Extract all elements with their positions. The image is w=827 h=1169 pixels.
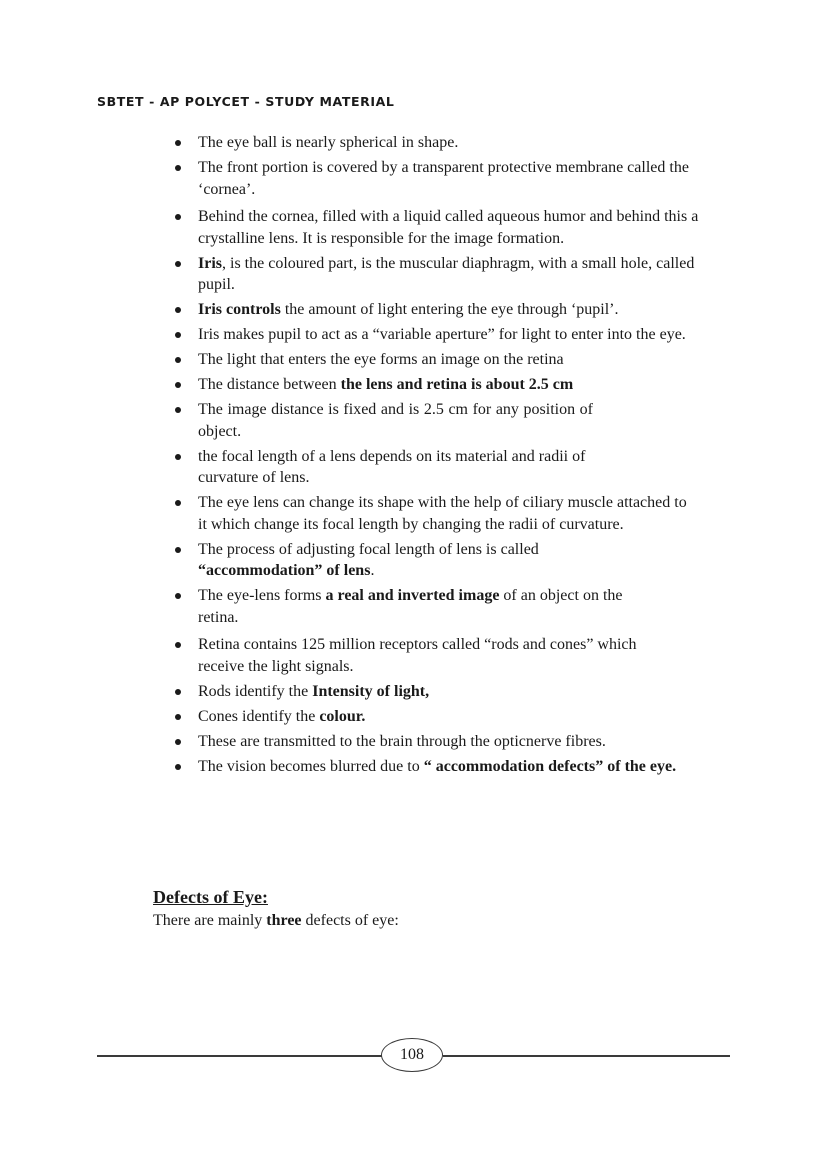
item-text-end: of an object on the retina. <box>198 587 623 626</box>
item-text: the amount of light entering the eye through ‘pupil’. <box>280 301 619 318</box>
item-text: Cones identify the <box>198 707 320 725</box>
list-item <box>174 681 699 703</box>
list-item <box>174 399 593 442</box>
section-intro-text: There are mainly <box>153 912 267 929</box>
item-emphasis: “accommodation” of lens <box>198 562 371 579</box>
item-text: , is the coloured part, is the muscular diaphragm, with a small hole, called pupil. <box>198 254 695 293</box>
list-item <box>174 349 598 371</box>
section-heading: Defects of Eye: <box>153 887 268 907</box>
item-emphasis: “ accommodation defects” of the eye. <box>423 757 677 775</box>
item-emphasis: colour. <box>319 707 366 725</box>
section-intro-emphasis: three <box>266 912 302 929</box>
list-item <box>174 706 699 728</box>
bullet-icon <box>175 261 181 267</box>
item-text: Behind the cornea, filled with a liquid called aqueous humor and behind this a crystalline lens. It is responsible for the image formation. <box>198 208 699 247</box>
list-item <box>174 446 588 489</box>
page-number: 108 <box>381 1038 443 1072</box>
item-text: The front portion is covered by a transparent protective membrane called the ‘cornea’. <box>198 159 689 198</box>
list-item <box>174 132 699 154</box>
bullet-icon <box>175 454 181 460</box>
list-item <box>174 634 648 677</box>
section-intro <box>153 912 399 930</box>
item-text: The light that enters the eye forms an image on the retina <box>198 351 564 368</box>
bullet-icon <box>175 547 181 553</box>
list-item <box>174 492 699 535</box>
list-item <box>174 374 598 396</box>
item-text: the focal length of a lens depends on its material and radii of curvature of lens. <box>198 447 586 486</box>
item-text: Retina contains 125 million receptors called “rods and cones” which receive the light signals. <box>198 636 637 675</box>
item-text: makes pupil to act as a “variable aperture” for light to enter into the eye. <box>219 326 686 343</box>
bullet-icon <box>175 140 181 146</box>
bullet-icon <box>175 357 181 363</box>
list-item <box>174 731 699 753</box>
item-text: The eye lens can change its shape with the help of ciliary muscle attached to it which change its focal length by changing the radii of curvature. <box>198 494 687 533</box>
list-item <box>174 539 593 582</box>
item-text: The distance between <box>198 376 341 393</box>
bullet-icon <box>175 764 181 770</box>
bullet-icon <box>175 642 181 648</box>
item-term: Iris controls <box>198 301 281 318</box>
item-text: The eye-lens forms <box>198 587 326 604</box>
bullet-icon <box>175 500 181 506</box>
bullet-icon <box>175 332 181 338</box>
bullet-icon <box>175 382 181 388</box>
section-intro-text-end: defects of eye: <box>301 912 399 929</box>
item-emphasis: a real and inverted image <box>325 587 500 604</box>
bullet-list <box>174 132 699 781</box>
item-emphasis: Intensity of light, <box>312 682 430 700</box>
bullet-icon <box>175 714 181 720</box>
item-text: Rods identify the <box>198 682 313 700</box>
item-text: The image distance is fixed and is 2.5 cm for any position of object. <box>198 401 593 440</box>
list-item <box>174 206 699 249</box>
item-term: Iris <box>198 254 222 272</box>
list-item <box>174 324 699 346</box>
bullet-icon <box>175 214 181 220</box>
footer-rule-left <box>97 1055 384 1057</box>
list-item <box>174 299 699 321</box>
item-text: These are transmitted to the brain through the opticnerve fibres. <box>198 732 606 750</box>
list-item <box>174 585 648 628</box>
item-text: The vision becomes blurred due to <box>198 757 424 775</box>
list-item <box>174 253 699 296</box>
bullet-icon <box>175 689 181 695</box>
list-item <box>174 756 699 778</box>
item-text: The process of adjusting focal length of lens is called <box>198 540 539 558</box>
item-text: The eye ball is nearly spherical in shape. <box>198 134 459 151</box>
bullet-icon <box>175 165 181 171</box>
bullet-icon <box>175 593 181 599</box>
footer-rule-right <box>443 1055 730 1057</box>
bullet-icon <box>175 739 181 745</box>
bullet-icon <box>175 407 181 413</box>
bullet-icon <box>175 307 181 313</box>
item-term: Iris <box>198 326 220 343</box>
item-emphasis: the lens and retina is about 2.5 cm <box>340 376 574 393</box>
running-header: SBTET - AP POLYCET - STUDY MATERIAL <box>97 94 395 109</box>
item-text-end: . <box>370 562 375 579</box>
list-item <box>174 157 699 200</box>
